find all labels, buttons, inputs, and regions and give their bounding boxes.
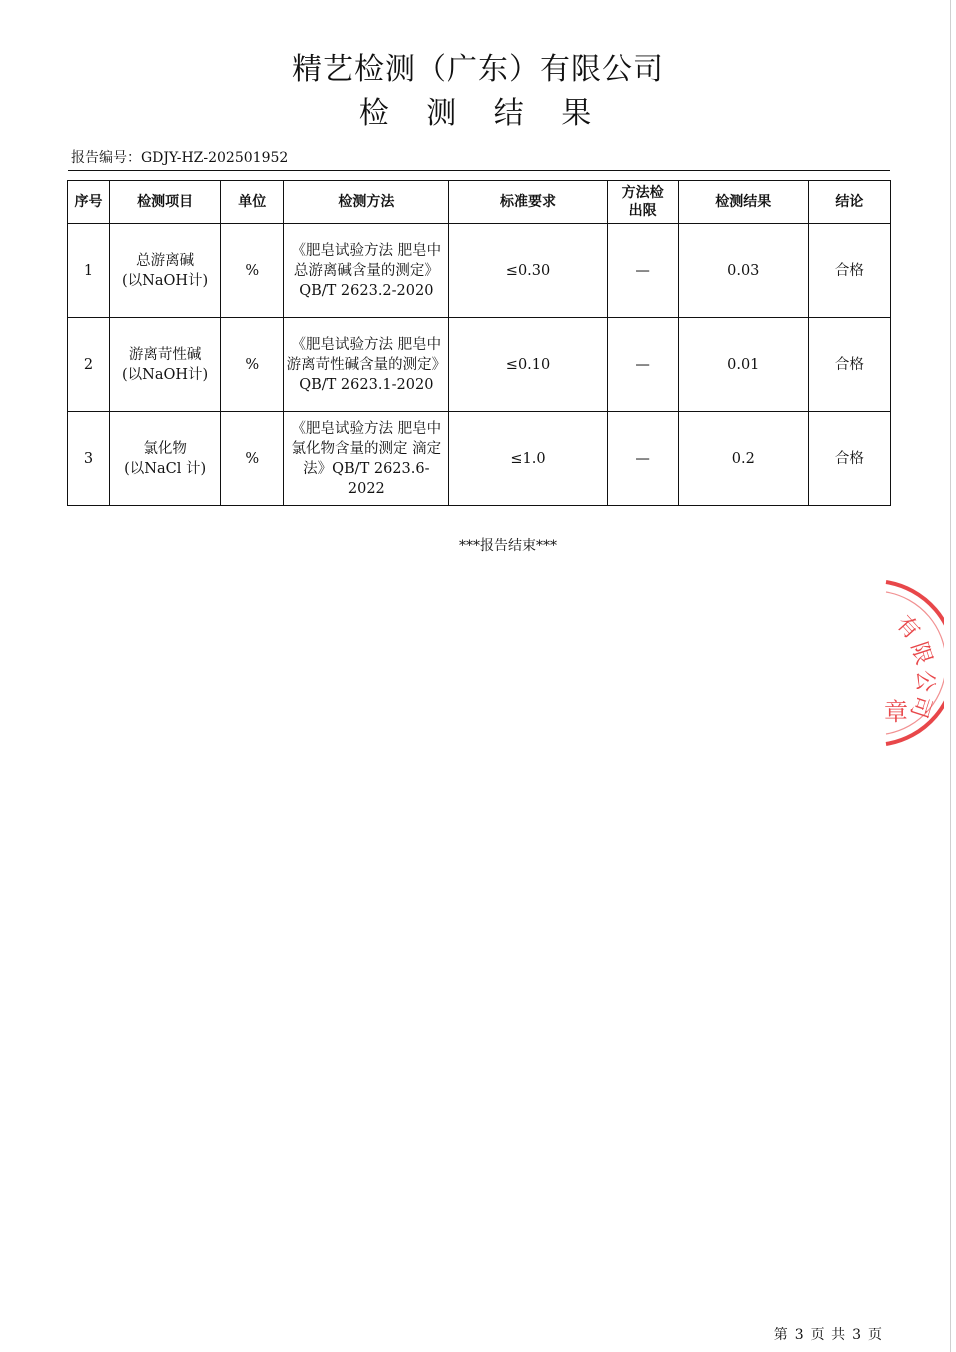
cell-conclusion: 合格 bbox=[808, 412, 890, 506]
cell-no: 3 bbox=[68, 412, 110, 506]
cell-method: 《肥皂试验方法 肥皂中游离苛性碱含量的测定》QB/T 2623.1-2020 bbox=[284, 318, 449, 412]
cell-result: 0.03 bbox=[678, 224, 808, 318]
cell-conclusion: 合格 bbox=[808, 224, 890, 318]
header-no: 序号 bbox=[68, 181, 110, 224]
footer-mid: 页 共 bbox=[810, 1327, 847, 1343]
cell-item-line1: 游离苛性碱 bbox=[128, 346, 202, 363]
seal-char: 司 bbox=[904, 692, 936, 721]
seal-char: 限 bbox=[905, 639, 937, 668]
seal-char: 有 bbox=[890, 611, 925, 645]
table-row bbox=[68, 224, 891, 318]
company-title: 精艺检测（广东）有限公司 bbox=[292, 52, 664, 87]
cell-item-line2: (以NaCl 计) bbox=[124, 460, 207, 477]
cell-no: 1 bbox=[68, 224, 110, 318]
cell-item-line1: 总游离碱 bbox=[136, 252, 195, 269]
footer-current-page: 3 bbox=[794, 1327, 805, 1343]
seal-char: 公 bbox=[912, 670, 937, 693]
cell-result: 0.01 bbox=[678, 318, 808, 412]
page-title: 检 测 结 果 bbox=[358, 96, 606, 131]
company-seal-icon bbox=[884, 578, 944, 748]
cell-standard: ≤0.10 bbox=[449, 318, 607, 412]
cell-item bbox=[110, 224, 221, 318]
table-row bbox=[68, 412, 891, 506]
cell-standard: ≤0.30 bbox=[449, 224, 607, 318]
cell-result: 0.2 bbox=[678, 412, 808, 506]
cell-conclusion: 合格 bbox=[808, 318, 890, 412]
seal-char: 章 bbox=[884, 698, 908, 726]
header-limit-line2: 出限 bbox=[628, 203, 657, 219]
cell-standard: ≤1.0 bbox=[449, 412, 607, 506]
header-method: 检测方法 bbox=[284, 181, 449, 224]
cell-limit: — bbox=[607, 224, 678, 318]
cell-unit: % bbox=[221, 318, 284, 412]
header-unit: 单位 bbox=[221, 181, 284, 224]
cell-limit: — bbox=[607, 412, 678, 506]
footer-prefix: 第 bbox=[773, 1327, 789, 1343]
header-conclusion: 结论 bbox=[808, 181, 890, 224]
header-limit bbox=[607, 181, 678, 224]
page-footer bbox=[771, 1324, 886, 1344]
cell-unit: % bbox=[221, 412, 284, 506]
cell-item bbox=[110, 412, 221, 506]
page-edge bbox=[950, 0, 951, 1352]
report-end-mark: ***报告结束*** bbox=[459, 538, 557, 554]
cell-method: 《肥皂试验方法 肥皂中氯化物含量的测定 滴定法》QB/T 2623.6-2022 bbox=[284, 412, 449, 506]
table-row bbox=[68, 318, 891, 412]
cell-item-line2: (以NaOH计) bbox=[122, 272, 209, 289]
header-result: 检测结果 bbox=[678, 181, 808, 224]
footer-total-pages: 3 bbox=[852, 1327, 862, 1343]
header-item: 检测项目 bbox=[110, 181, 221, 224]
cell-unit: % bbox=[221, 224, 284, 318]
header-limit-line1: 方法检 bbox=[621, 185, 664, 201]
cell-item-line2: (以NaOH计) bbox=[122, 366, 209, 383]
header-divider bbox=[68, 170, 890, 171]
cell-no: 2 bbox=[68, 318, 110, 412]
footer-suffix: 页 bbox=[868, 1327, 883, 1343]
results-table bbox=[67, 180, 891, 506]
cell-item-line1: 氯化物 bbox=[143, 440, 187, 457]
cell-item bbox=[110, 318, 221, 412]
header-standard: 标准要求 bbox=[449, 181, 607, 224]
cell-limit: — bbox=[607, 318, 678, 412]
report-number: 报告编号：GDJY-HZ-202501952 bbox=[71, 150, 289, 166]
table-header-row bbox=[68, 181, 891, 224]
cell-method: 《肥皂试验方法 肥皂中总游离碱含量的测定》QB/T 2623.2-2020 bbox=[284, 224, 449, 318]
